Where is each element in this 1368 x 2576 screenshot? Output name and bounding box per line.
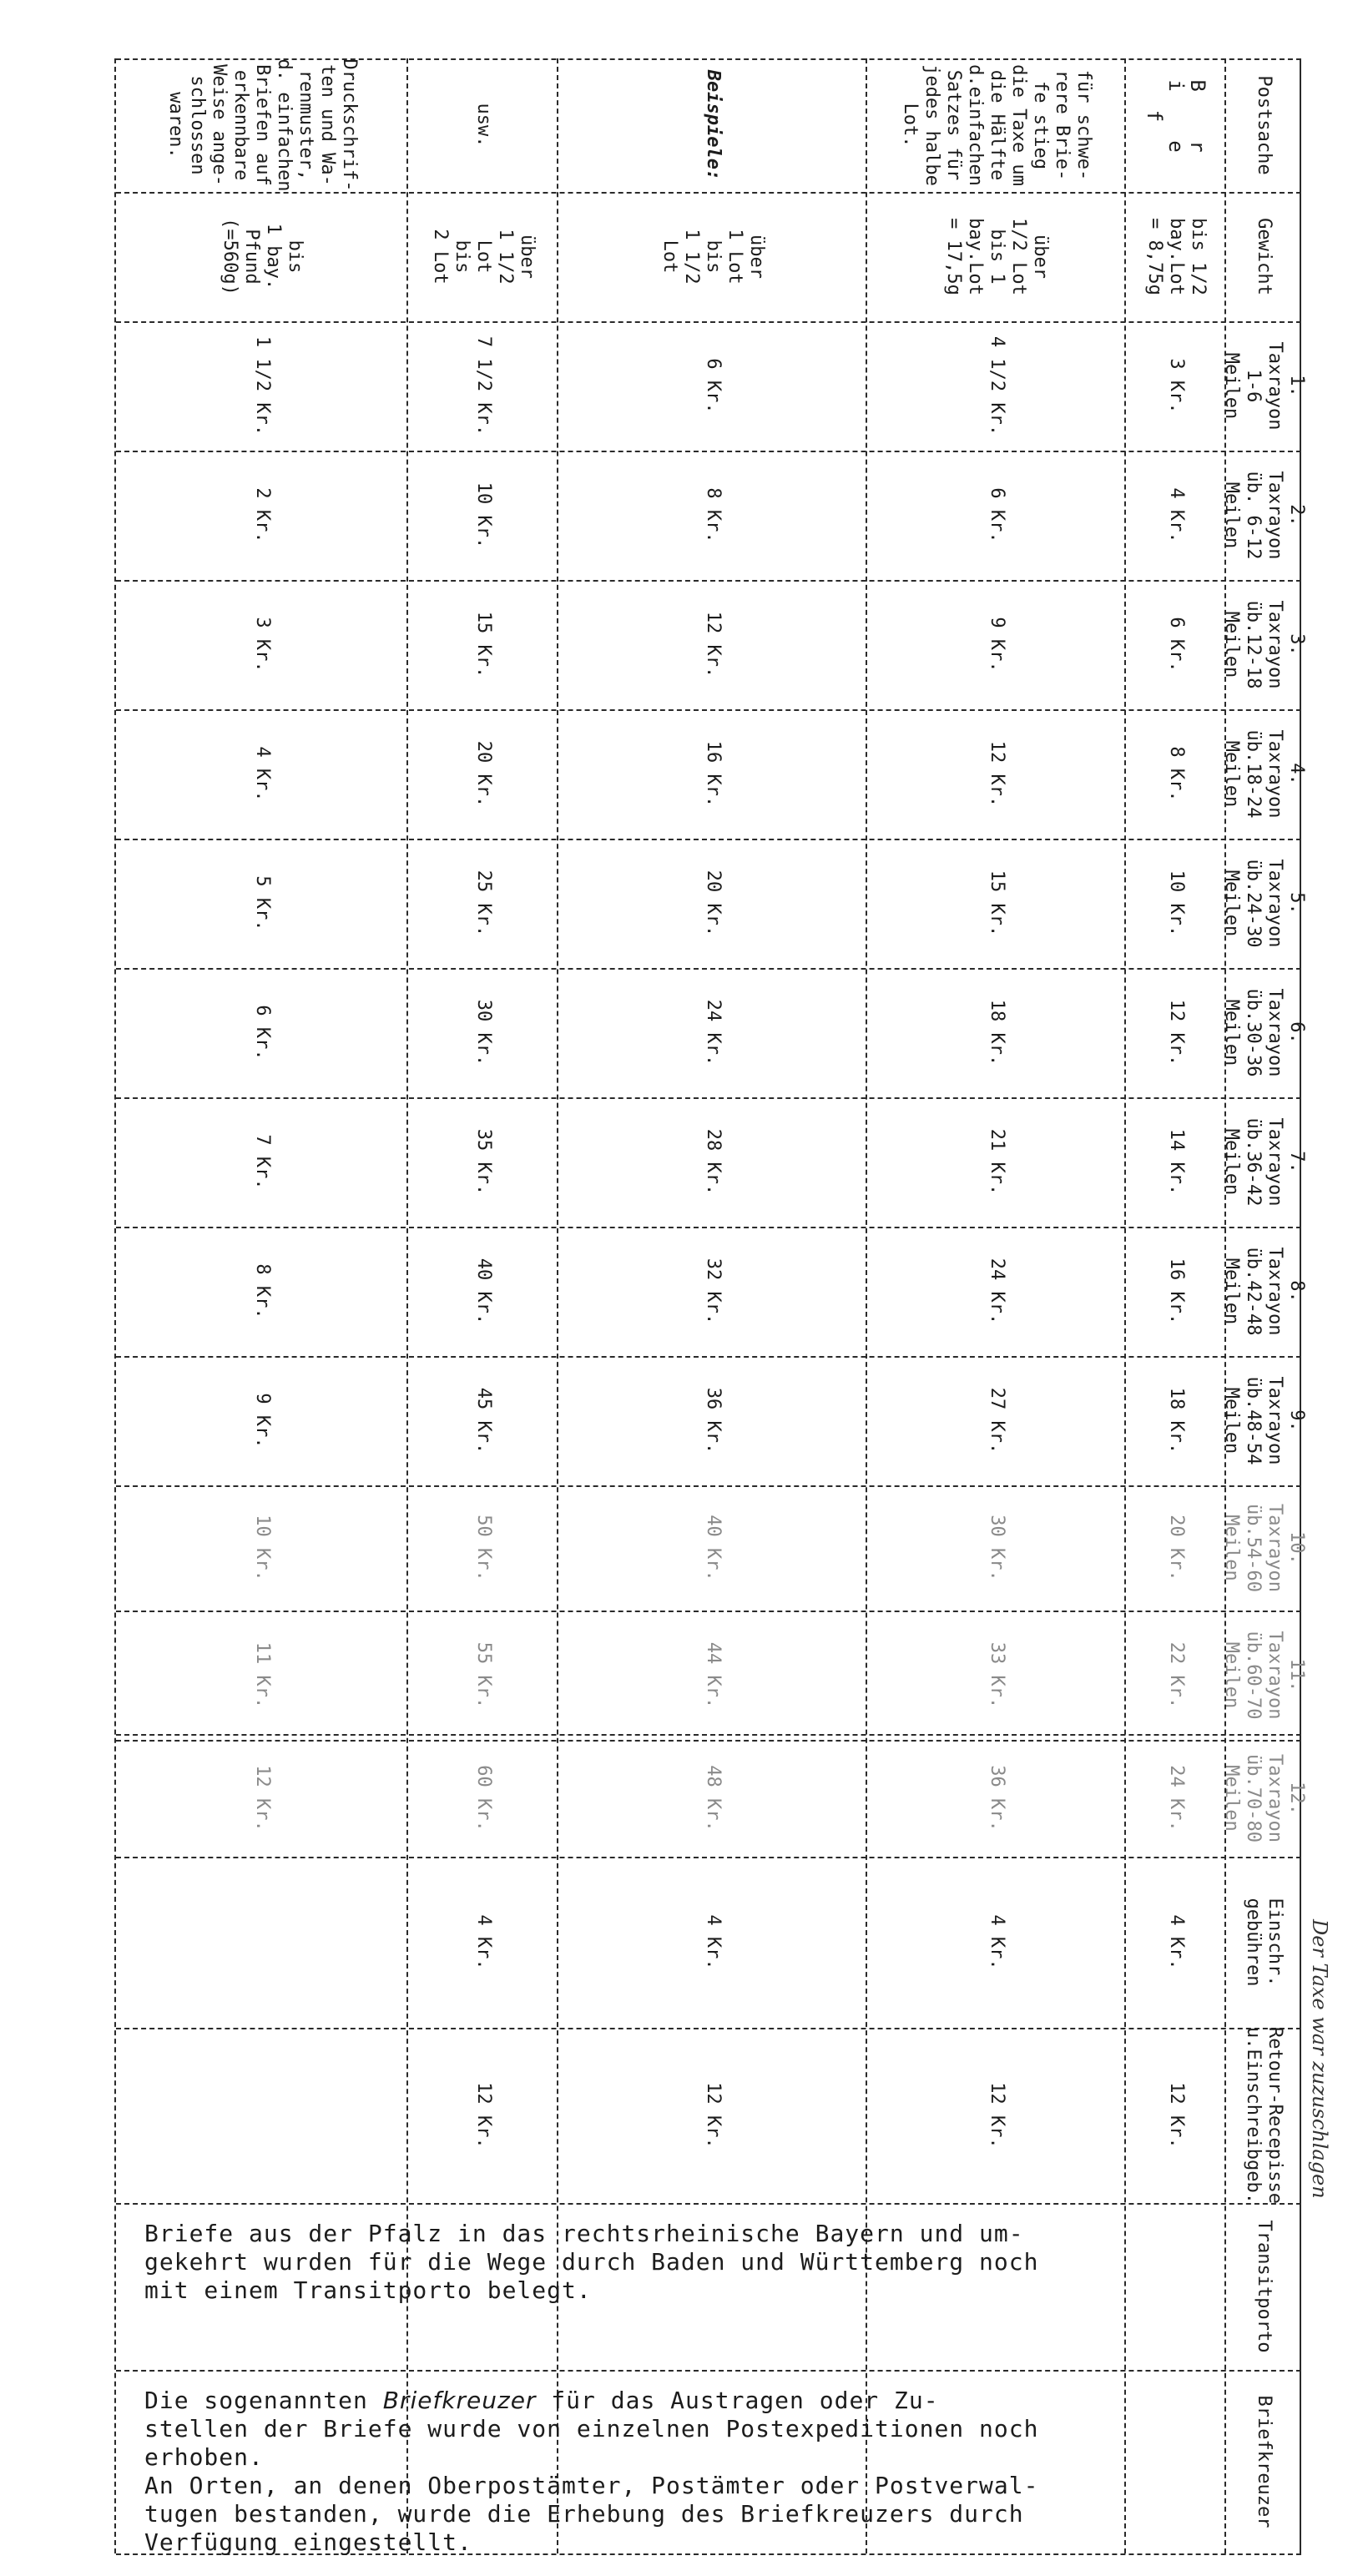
taxe-cell-rayon-1: 7 1/2 Kr. <box>473 335 494 436</box>
taxe-cell-rayon-11: 22 Kr. <box>1166 1641 1187 1709</box>
einschreib-gebuehren-header: Einschr. gebühren <box>1243 1898 1285 1987</box>
taxe-cell-rayon-10: 50 Kr. <box>473 1515 494 1581</box>
taxe-cell-rayon-3: 6 Kr. <box>1166 617 1187 673</box>
einschreib-cell: 4 Kr. <box>473 1914 494 1970</box>
taxe-cell-rayon-7: 21 Kr. <box>987 1128 1007 1196</box>
taxe-cell-rayon-11: 55 Kr. <box>473 1641 494 1709</box>
taxrayon-6-header: 6. Taxrayon üb.30-36 Meilen <box>1221 988 1307 1077</box>
briefkreuzer-term: Briefkreuzer <box>382 2387 537 2414</box>
taxe-cell-rayon-9: 45 Kr. <box>473 1387 494 1454</box>
taxe-cell-rayon-1: 3 Kr. <box>1166 358 1187 414</box>
taxe-cell-rayon-3: 12 Kr. <box>703 611 724 678</box>
taxe-cell-rayon-12: 36 Kr. <box>987 1765 1007 1832</box>
transit-note: Briefe aus der Pfalz in das rechtsrheinische Bayern und um- gekehrt wurden für die Wege durch Baden und Württemberg noch mit einem Transitporto belegt. <box>144 2220 1039 2304</box>
gewicht-cell: bis 1/2 bay.Lot = 8,75g <box>1144 218 1209 295</box>
taxe-cell-rayon-2: 8 Kr. <box>703 487 724 543</box>
taxe-cell-rayon-5: 20 Kr. <box>703 870 724 937</box>
einschreib-cell <box>116 1857 408 2028</box>
taxe-cell-rayon-8: 40 Kr. <box>473 1258 494 1325</box>
taxrayon-11-header: 11. Taxrayon üb.60-70 Meilen <box>1221 1631 1307 1720</box>
postsache-cell: usw. <box>473 103 494 148</box>
column-rule <box>116 2203 1301 2205</box>
taxe-cell-rayon-8: 16 Kr. <box>1166 1258 1187 1325</box>
taxe-cell-rayon-5: 15 Kr. <box>987 870 1007 937</box>
taxe-cell-rayon-6: 12 Kr. <box>1166 999 1187 1066</box>
taxe-cell-rayon-9: 9 Kr. <box>252 1393 273 1449</box>
column-rule <box>116 192 1301 194</box>
taxe-cell-rayon-2: 4 Kr. <box>1166 487 1187 543</box>
briefkreuzer-note <box>124 2378 1218 2556</box>
retour-cell: 12 Kr. <box>473 2082 494 2149</box>
taxe-cell-rayon-12: 60 Kr. <box>473 1765 494 1832</box>
retour-recepisse-header: Retour-Recepisse u.Einschreibgeb. <box>1243 2027 1285 2204</box>
taxe-cell-rayon-1: 4 1/2 Kr. <box>987 335 1007 436</box>
taxe-cell-rayon-11: 11 Kr. <box>252 1641 273 1709</box>
postsache-cell: für schwe- rere Brie- fe stieg die Taxe um die Hälfte d.einfachen Satzes für jedes halbe Lot. <box>900 64 1094 186</box>
taxe-cell-rayon-6: 18 Kr. <box>987 999 1007 1066</box>
taxe-cell-rayon-10: 40 Kr. <box>703 1515 724 1581</box>
taxe-cell-rayon-8: 8 Kr. <box>252 1263 273 1319</box>
taxe-cell-rayon-4: 16 Kr. <box>703 740 724 808</box>
taxe-cell-rayon-9: 18 Kr. <box>1166 1387 1187 1454</box>
column-rule <box>116 2370 1301 2372</box>
briefkreuzer-header: Briefkreuzer <box>1254 2395 1275 2528</box>
taxe-cell-rayon-2: 6 Kr. <box>987 487 1007 543</box>
postsache-cell: Beispiele: <box>703 69 724 181</box>
postsache-header: Postsache <box>1254 75 1275 175</box>
briefkreuzer-note-rest: für das Austragen oder Zu- stellen der Briefe wurde von einzelnen Postexpeditionen noch erhoben. An Orten, an denen Oberpostämter, Postämter oder Postverwal- tugen bestanden, wurde die Erhebung des Briefkreuzers durch Verfügung eingestellt. <box>144 2387 1039 2556</box>
taxe-cell-rayon-11: 33 Kr. <box>987 1641 1007 1709</box>
gewicht-cell: bis 1 bay. Pfund (=560g) <box>220 218 305 295</box>
taxrayon-12-header: 12. Taxrayon üb.70-80 Meilen <box>1221 1754 1307 1843</box>
taxe-cell-rayon-3: 3 Kr. <box>252 617 273 673</box>
retour-cell: 12 Kr. <box>1166 2082 1187 2149</box>
gewicht-cell: über 1/2 Lot bis 1 bay.Lot = 17,5g <box>943 218 1051 295</box>
taxe-cell-rayon-10: 30 Kr. <box>987 1515 1007 1581</box>
taxe-cell-rayon-6: 30 Kr. <box>473 999 494 1066</box>
taxe-cell-rayon-3: 15 Kr. <box>473 611 494 678</box>
gewicht-header: Gewicht <box>1254 218 1275 295</box>
taxe-cell-rayon-7: 35 Kr. <box>473 1128 494 1196</box>
taxrayon-1-header: 1. Taxrayon 1-6 Meilen <box>1221 341 1307 431</box>
taxe-cell-rayon-12: 12 Kr. <box>252 1765 273 1832</box>
taxrayon-3-header: 3. Taxrayon üb.12-18 Meilen <box>1221 600 1307 689</box>
taxrayon-9-header: 9. Taxrayon üb.48-54 Meilen <box>1221 1376 1307 1465</box>
taxrayon-8-header: 8. Taxrayon üb.42-48 Meilen <box>1221 1247 1307 1336</box>
retour-cell <box>116 2028 408 2203</box>
taxe-cell-rayon-8: 24 Kr. <box>987 1258 1007 1325</box>
taxe-cell-rayon-4: 20 Kr. <box>473 740 494 808</box>
taxe-cell-rayon-11: 44 Kr. <box>703 1641 724 1709</box>
taxe-cell-rayon-3: 9 Kr. <box>987 617 1007 673</box>
taxrayon-5-header: 5. Taxrayon üb.24-30 Meilen <box>1221 859 1307 948</box>
taxe-cell-rayon-10: 10 Kr. <box>252 1515 273 1581</box>
gewicht-cell: über 1 Lot bis 1 1/2 Lot <box>659 229 767 285</box>
postsache-cell: Druckschrif- ten und Wa- renmuster, d. einfachen Briefen auf erkennbare Weise ange- schlossen waren. <box>165 58 360 192</box>
taxe-cell-rayon-8: 32 Kr. <box>703 1258 724 1325</box>
einschreib-cell: 4 Kr. <box>987 1914 1007 1970</box>
postsache-cell: B r i e f <box>1143 79 1209 171</box>
taxrayon-4-header: 4. Taxrayon üb.18-24 Meilen <box>1221 729 1307 819</box>
taxe-cell-rayon-10: 20 Kr. <box>1166 1515 1187 1581</box>
taxe-cell-rayon-2: 2 Kr. <box>252 487 273 543</box>
taxe-cell-rayon-4: 4 Kr. <box>252 746 273 802</box>
taxe-cell-rayon-5: 10 Kr. <box>1166 870 1187 937</box>
retour-cell: 12 Kr. <box>703 2082 724 2149</box>
taxe-cell-rayon-4: 8 Kr. <box>1166 746 1187 802</box>
taxe-cell-rayon-6: 24 Kr. <box>703 999 724 1066</box>
taxe-cell-rayon-7: 14 Kr. <box>1166 1128 1187 1196</box>
taxe-cell-rayon-5: 5 Kr. <box>252 875 273 931</box>
taxe-cell-rayon-9: 27 Kr. <box>987 1387 1007 1454</box>
taxe-cell-rayon-12: 48 Kr. <box>703 1765 724 1832</box>
gewicht-cell: über 1 1/2 Lot bis 2 Lot <box>430 229 538 285</box>
taxe-cell-rayon-1: 1 1/2 Kr. <box>252 335 273 436</box>
taxe-cell-rayon-5: 25 Kr. <box>473 870 494 937</box>
transitporto-header: Transitporto <box>1254 2220 1275 2353</box>
taxe-cell-rayon-6: 6 Kr. <box>252 1005 273 1061</box>
taxe-cell-rayon-2: 10 Kr. <box>473 481 494 549</box>
taxrayon-7-header: 7. Taxrayon üb.36-42 Meilen <box>1221 1117 1307 1207</box>
taxe-cell-rayon-12: 24 Kr. <box>1166 1765 1187 1832</box>
briefkreuzer-note-prefix: Die sogenannten <box>144 2387 383 2414</box>
side-title: Der Taxe war zuzuschlagen <box>1308 1919 1331 2199</box>
taxrayon-2-header: 2. Taxrayon üb. 6-12 Meilen <box>1221 471 1307 560</box>
einschreib-cell: 4 Kr. <box>1166 1914 1187 1970</box>
taxe-cell-rayon-7: 28 Kr. <box>703 1128 724 1196</box>
einschreib-cell: 4 Kr. <box>703 1914 724 1970</box>
taxe-cell-rayon-4: 12 Kr. <box>987 740 1007 808</box>
taxe-cell-rayon-1: 6 Kr. <box>703 358 724 414</box>
retour-cell: 12 Kr. <box>987 2082 1007 2149</box>
taxrayon-10-header: 10. Taxrayon üb.54-60 Meilen <box>1221 1504 1307 1592</box>
taxe-cell-rayon-7: 7 Kr. <box>252 1134 273 1190</box>
taxe-cell-rayon-9: 36 Kr. <box>703 1387 724 1454</box>
